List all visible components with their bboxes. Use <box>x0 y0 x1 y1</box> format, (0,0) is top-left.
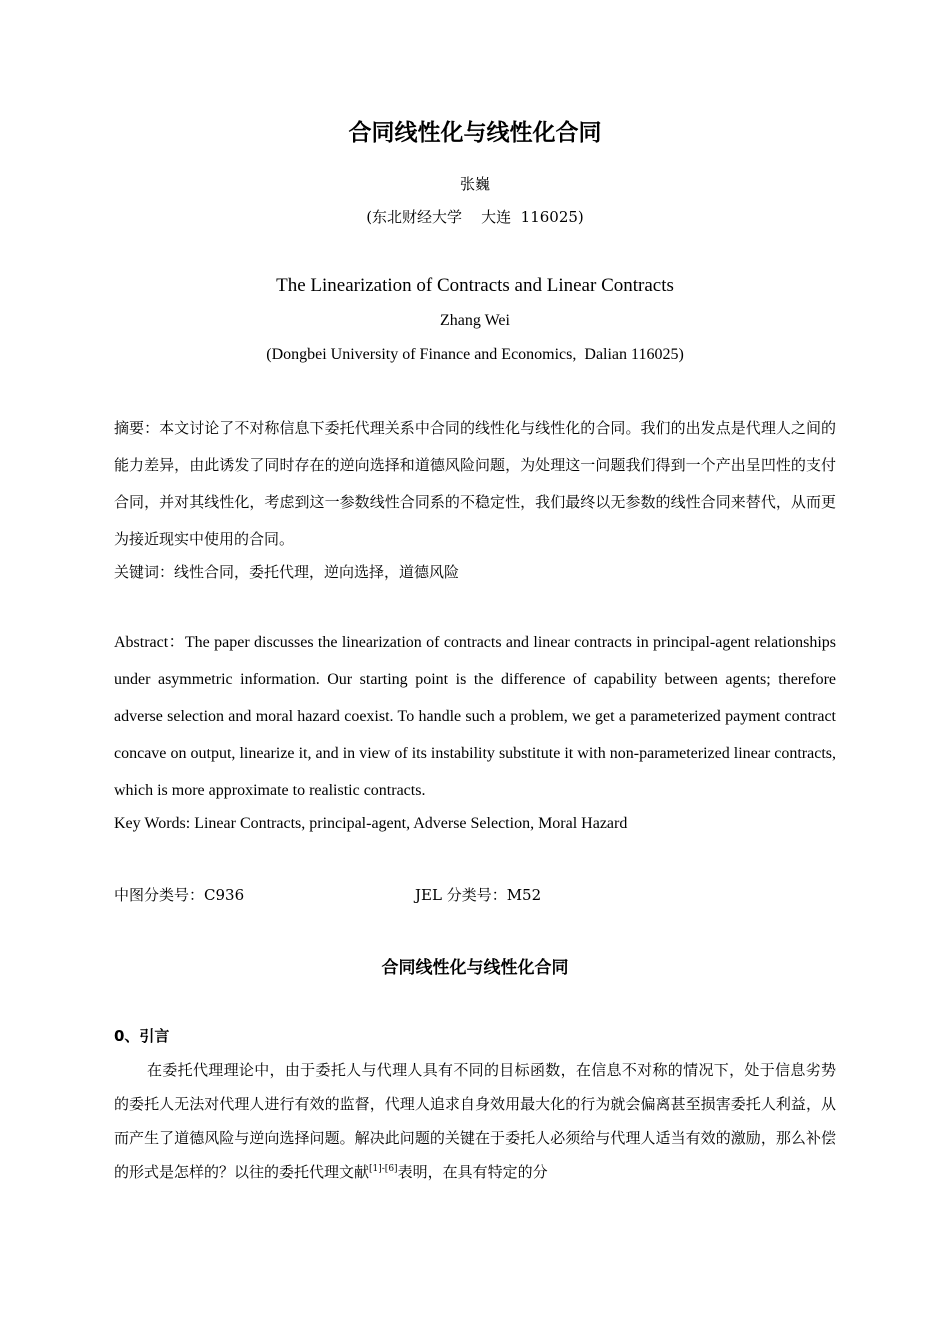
affiliation-en: (Dongbei University of Finance and Economics, Dalian 116025) <box>266 346 684 363</box>
abstract-en: Abstract：The paper discusses the linearization of contracts and linear contracts in principal-agent relationships under asymmetric information. Our starting point is the difference of capability between agents; therefore adverse selection and moral hazard coexist. To handle such a problem, we get a parameterized payment contract concave on output, linearize it, and in view of its instability substitute it with non-parameterized linear contracts, which is more approximate to realistic contracts. <box>114 634 836 799</box>
abstract-cn: 摘要：本文讨论了不对称信息下委托代理关系中合同的线性化与线性化的合同。我们的出发点是代理人之间的能力差异，由此诱发了同时存在的逆向选择和道德风险问题，为处理这一问题我们得到一个产出呈凹性的支付合同，并对其线性化，考虑到这一参数线性合同系的不稳定性，我们最终以无参数的线性合同来替代，从而更为接近现实中使用的合同。 <box>114 419 836 548</box>
classification-jel: JEL 分类号：M52 <box>415 886 542 904</box>
classification-cn: 中图分类号：C936 <box>114 886 245 904</box>
author-name-cn: 张巍 <box>459 175 490 193</box>
affiliation-cn: (东北财经大学 大连 116025) <box>366 208 584 226</box>
author-name-en: Zhang Wei <box>440 312 510 329</box>
intro-text-part2: 表明，在具有特定的分 <box>397 1163 548 1181</box>
keywords-cn: 关键词：线性合同，委托代理，逆向选择，道德风险 <box>114 563 460 581</box>
intro-text-part1: 在委托代理理论中，由于委托人与代理人具有不同的目标函数，在信息不对称的情况下，处于信息劣势的委托人无法对代理人进行有效的监督，代理人追求自身效用最大化的行为就会偏离甚至损害委托人利益，从而产生了道德风险与逆向选择问题。解决此问题的关键在于委托人必须给与代理人适当有效的激励，那么补偿的形式是怎样的？以往的委托代理文献 <box>114 1061 836 1181</box>
citation-ref[interactable]: [1]-[6] <box>369 1164 398 1174</box>
intro-heading: 0、引言 <box>114 1027 170 1045</box>
paper-title-en: The Linearization of Contracts and Linear Contracts <box>276 275 674 296</box>
keywords-en: Key Words: Linear Contracts, principal-agent, Adverse Selection, Moral Hazard <box>114 815 628 832</box>
intro-paragraph <box>114 1053 836 1189</box>
section-title: 合同线性化与线性化合同 <box>381 958 569 978</box>
paper-title: 合同线性化与线性化合同 <box>348 120 602 146</box>
